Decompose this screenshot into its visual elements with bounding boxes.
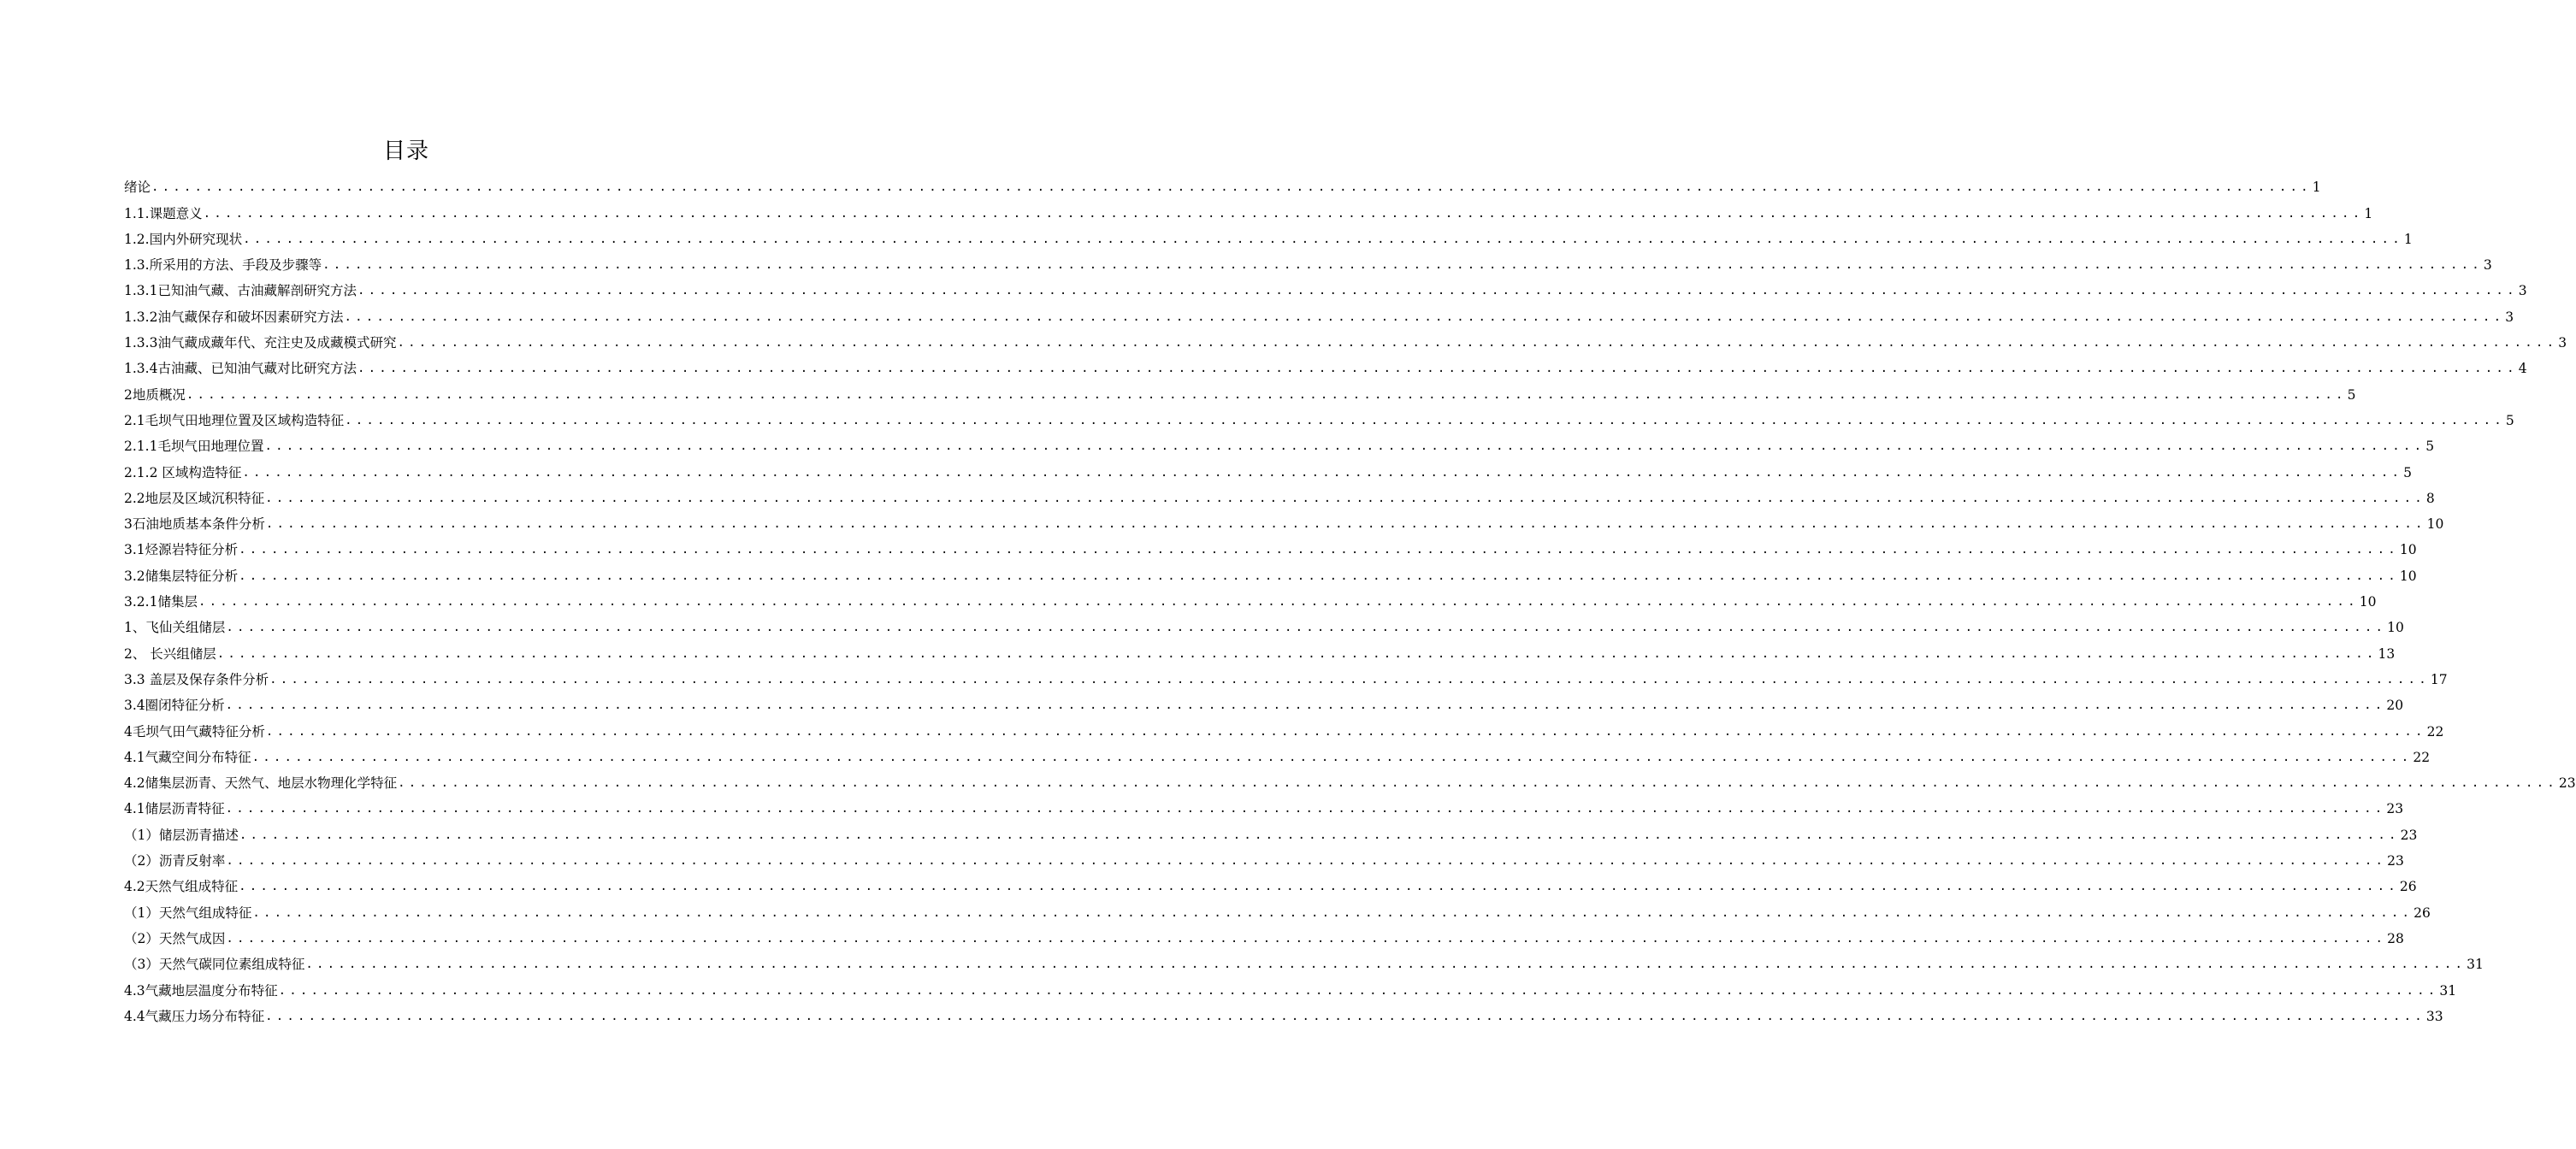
toc-dot-leader: ........................................................................................................................................................................................................: [198, 595, 2359, 610]
toc-dot-leader: ........................................................................................................................................................................................................: [344, 309, 2505, 324]
toc-entry[interactable]: [124, 714, 2444, 739]
toc-dot-leader: ........................................................................................................................................................................................................: [226, 621, 2387, 635]
toc-entry[interactable]: [124, 533, 2417, 558]
toc-dot-leader: ........................................................................................................................................................................................................: [239, 880, 2399, 894]
toc-entry[interactable]: [124, 817, 2418, 843]
toc-entry-label: 1.3.4古油藏、已知油气藏对比研究方法: [124, 361, 357, 377]
toc-entry-label: 3.2.1储集层: [124, 594, 198, 610]
toc-entry-label: 1.2.国内外研究现状: [124, 231, 243, 247]
toc-entry-label: 绪论: [124, 180, 151, 196]
toc-entry[interactable]: [124, 636, 2396, 662]
toc-dot-leader: ........................................................................................................................................................................................................: [251, 750, 2413, 764]
toc-entry[interactable]: [124, 922, 2404, 947]
toc-dot-leader: ........................................................................................................................................................................................................: [357, 284, 2518, 298]
toc-entry[interactable]: [124, 481, 2435, 507]
toc-dot-leader: ........................................................................................................................................................................................................: [397, 336, 2558, 351]
toc-dot-leader: ........................................................................................................................................................................................................: [239, 569, 2399, 583]
toc-entry-page-number: 10: [2426, 516, 2444, 533]
toc-entry[interactable]: [124, 248, 2492, 274]
toc-entry[interactable]: [124, 688, 2404, 714]
toc-entry-label: 1.3.所采用的方法、手段及步骤等: [124, 257, 322, 274]
toc-dot-leader: ........................................................................................................................................................................................................: [186, 387, 2347, 402]
toc-entry-page-number: 23: [2387, 853, 2404, 869]
toc-entry-page-number: 28: [2387, 930, 2404, 946]
toc-dot-leader: ........................................................................................................................................................................................................: [322, 258, 2483, 273]
toc-entry-page-number: 26: [2399, 879, 2417, 895]
toc-entry-page-number: 5: [2425, 439, 2435, 455]
toc-dot-leader: ........................................................................................................................................................................................................: [398, 776, 2558, 791]
toc-entry-page-number: 23: [2400, 827, 2418, 843]
toc-entry-page-number: 3: [2505, 309, 2514, 325]
toc-entry-label: （1）储层沥青描述: [124, 827, 239, 843]
toc-entry-page-number: 13: [2378, 645, 2396, 662]
toc-entry-label: 1、飞仙关组储层: [124, 620, 226, 636]
toc-dot-leader: ........................................................................................................................................................................................................: [269, 672, 2430, 686]
toc-dot-leader: ........................................................................................................................................................................................................: [278, 983, 2439, 998]
toc-entry-label: 3石油地质基本条件分析: [124, 516, 265, 533]
toc-dot-leader: ........................................................................................................................................................................................................: [305, 958, 2467, 972]
toc-entry-label: 3.1烃源岩特征分析: [124, 542, 239, 558]
toc-entry[interactable]: [124, 585, 2377, 610]
toc-entry[interactable]: [124, 351, 2527, 377]
toc-entry-label: 2.2地层及区域沉积特征: [124, 490, 265, 506]
toc-entry-page-number: 1: [2364, 205, 2373, 221]
toc-entry-page-number: 22: [2426, 723, 2444, 739]
toc-entry-page-number: 10: [2359, 594, 2377, 610]
toc-dot-leader: ........................................................................................................................................................................................................: [216, 646, 2378, 661]
toc-entry-page-number: 17: [2430, 671, 2448, 687]
toc-entry-label: 3.3 盖层及保存条件分析: [124, 671, 269, 687]
toc-dot-leader: ........................................................................................................................................................................................................: [252, 905, 2414, 920]
toc-entry-label: 1.3.3油气藏成藏年代、充注史及成藏模式研究: [124, 335, 397, 351]
toc-entry[interactable]: [124, 663, 2448, 688]
toc-entry-page-number: 33: [2425, 1008, 2443, 1024]
toc-entry-label: 2.1毛坝气田地理位置及区域构造特征: [124, 412, 345, 428]
toc-dot-leader: ........................................................................................................................................................................................................: [203, 206, 2364, 221]
toc-entry-label: （2）天然气成因: [124, 930, 226, 946]
toc-entry[interactable]: [124, 455, 2412, 480]
toc-entry[interactable]: [124, 326, 2567, 351]
toc-entry-label: 2.1.2 区域构造特征: [124, 464, 242, 480]
toc-entry-label: （2）沥青反射率: [124, 853, 226, 869]
toc-entry-label: 4.3气藏地层温度分布特征: [124, 982, 278, 999]
toc-dot-leader: ........................................................................................................................................................................................................: [357, 362, 2518, 376]
toc-entry[interactable]: [124, 947, 2484, 973]
toc-dot-leader: ........................................................................................................................................................................................................: [265, 724, 2426, 739]
toc-entry[interactable]: [124, 299, 2514, 325]
toc-entry-page-number: 5: [2403, 464, 2412, 480]
toc-entry[interactable]: [124, 558, 2417, 584]
toc-entry-label: 2.1.1毛坝气田地理位置: [124, 439, 264, 455]
toc-entry[interactable]: [124, 740, 2431, 766]
toc-entry-page-number: 10: [2399, 542, 2417, 558]
toc-dot-leader: ........................................................................................................................................................................................................: [239, 828, 2400, 842]
toc-entry[interactable]: [124, 404, 2514, 429]
toc-dot-leader: ........................................................................................................................................................................................................: [151, 180, 2312, 195]
toc-dot-leader: ........................................................................................................................................................................................................: [243, 232, 2403, 246]
toc-title: 目录: [382, 138, 429, 164]
toc-entry-page-number: 23: [2558, 775, 2576, 792]
toc-dot-leader: ........................................................................................................................................................................................................: [226, 854, 2387, 869]
toc-entry-page-number: 26: [2414, 904, 2431, 921]
toc-entry[interactable]: [124, 170, 2321, 196]
toc-entry-label: 3.4圈闭特征分析: [124, 698, 225, 714]
toc-entry[interactable]: [124, 196, 2373, 221]
toc-dot-leader: ........................................................................................................................................................................................................: [265, 517, 2426, 532]
toc-entry-label: 4.1气藏空间分布特征: [124, 749, 251, 765]
toc-entry-label: 2、 长兴组储层: [124, 645, 216, 662]
toc-entry[interactable]: [124, 792, 2404, 817]
toc-list: [124, 170, 2576, 1025]
toc-entry-page-number: 20: [2386, 698, 2404, 714]
toc-entry-label: 4.2储集层沥青、天然气、地层水物理化学特征: [124, 775, 398, 792]
toc-entry-label: （1）天然气组成特征: [124, 904, 252, 921]
toc-entry-page-number: 10: [2399, 568, 2417, 584]
toc-entry[interactable]: [124, 895, 2431, 921]
toc-entry[interactable]: [124, 429, 2435, 455]
toc-entry-label: （3）天然气碳同位素组成特征: [124, 957, 305, 973]
toc-entry-page-number: 31: [2467, 957, 2484, 973]
toc-entry-page-number: 22: [2413, 749, 2431, 765]
toc-entry[interactable]: [124, 507, 2444, 533]
toc-entry-page-number: 23: [2386, 801, 2404, 817]
toc-entry[interactable]: [124, 222, 2413, 248]
toc-entry-page-number: 31: [2439, 982, 2457, 999]
toc-dot-leader: ........................................................................................................................................................................................................: [226, 931, 2387, 946]
toc-entry[interactable]: [124, 610, 2404, 636]
toc-entry[interactable]: [124, 274, 2527, 299]
toc-dot-leader: ........................................................................................................................................................................................................: [264, 439, 2425, 454]
toc-entry-label: 3.2储集层特征分析: [124, 568, 239, 584]
toc-entry-page-number: 3: [2558, 335, 2567, 351]
toc-entry-label: 4毛坝气田气藏特征分析: [124, 723, 265, 739]
toc-entry[interactable]: [124, 377, 2356, 403]
toc-entry[interactable]: [124, 869, 2417, 895]
toc-entry-label: 4.2天然气组成特征: [124, 879, 239, 895]
toc-dot-leader: ........................................................................................................................................................................................................: [225, 802, 2386, 816]
toc-entry-page-number: 5: [2505, 412, 2514, 428]
toc-entry-label: 2地质概况: [124, 386, 186, 403]
toc-entry[interactable]: [124, 766, 2576, 792]
toc-entry[interactable]: [124, 973, 2457, 999]
toc-entry-label: 1.3.2油气藏保存和破坏因素研究方法: [124, 309, 344, 325]
toc-entry-page-number: 4: [2518, 361, 2527, 377]
toc-entry-label: 4.1储层沥青特征: [124, 801, 225, 817]
toc-entry-page-number: 1: [2312, 180, 2321, 196]
toc-dot-leader: ........................................................................................................................................................................................................: [239, 543, 2399, 557]
toc-entry-label: 4.4气藏压力场分布特征: [124, 1008, 265, 1024]
toc-dot-leader: ........................................................................................................................................................................................................: [225, 698, 2386, 713]
toc-entry-page-number: 3: [2483, 257, 2492, 274]
toc-dot-leader: ........................................................................................................................................................................................................: [265, 1009, 2425, 1023]
toc-dot-leader: ........................................................................................................................................................................................................: [265, 491, 2425, 505]
toc-entry-page-number: 10: [2387, 620, 2404, 636]
toc-entry-page-number: 3: [2518, 283, 2527, 299]
toc-entry-page-number: 1: [2403, 231, 2413, 247]
toc-dot-leader: ........................................................................................................................................................................................................: [345, 413, 2505, 427]
toc-entry[interactable]: [124, 844, 2404, 869]
toc-entry-label: 1.3.1已知油气藏、古油藏解剖研究方法: [124, 283, 357, 299]
toc-dot-leader: ........................................................................................................................................................................................................: [242, 465, 2403, 480]
toc-entry-label: 1.1.课题意义: [124, 205, 203, 221]
toc-entry-page-number: 5: [2347, 386, 2356, 403]
toc-entry-page-number: 8: [2425, 490, 2435, 506]
toc-entry[interactable]: [124, 999, 2443, 1025]
